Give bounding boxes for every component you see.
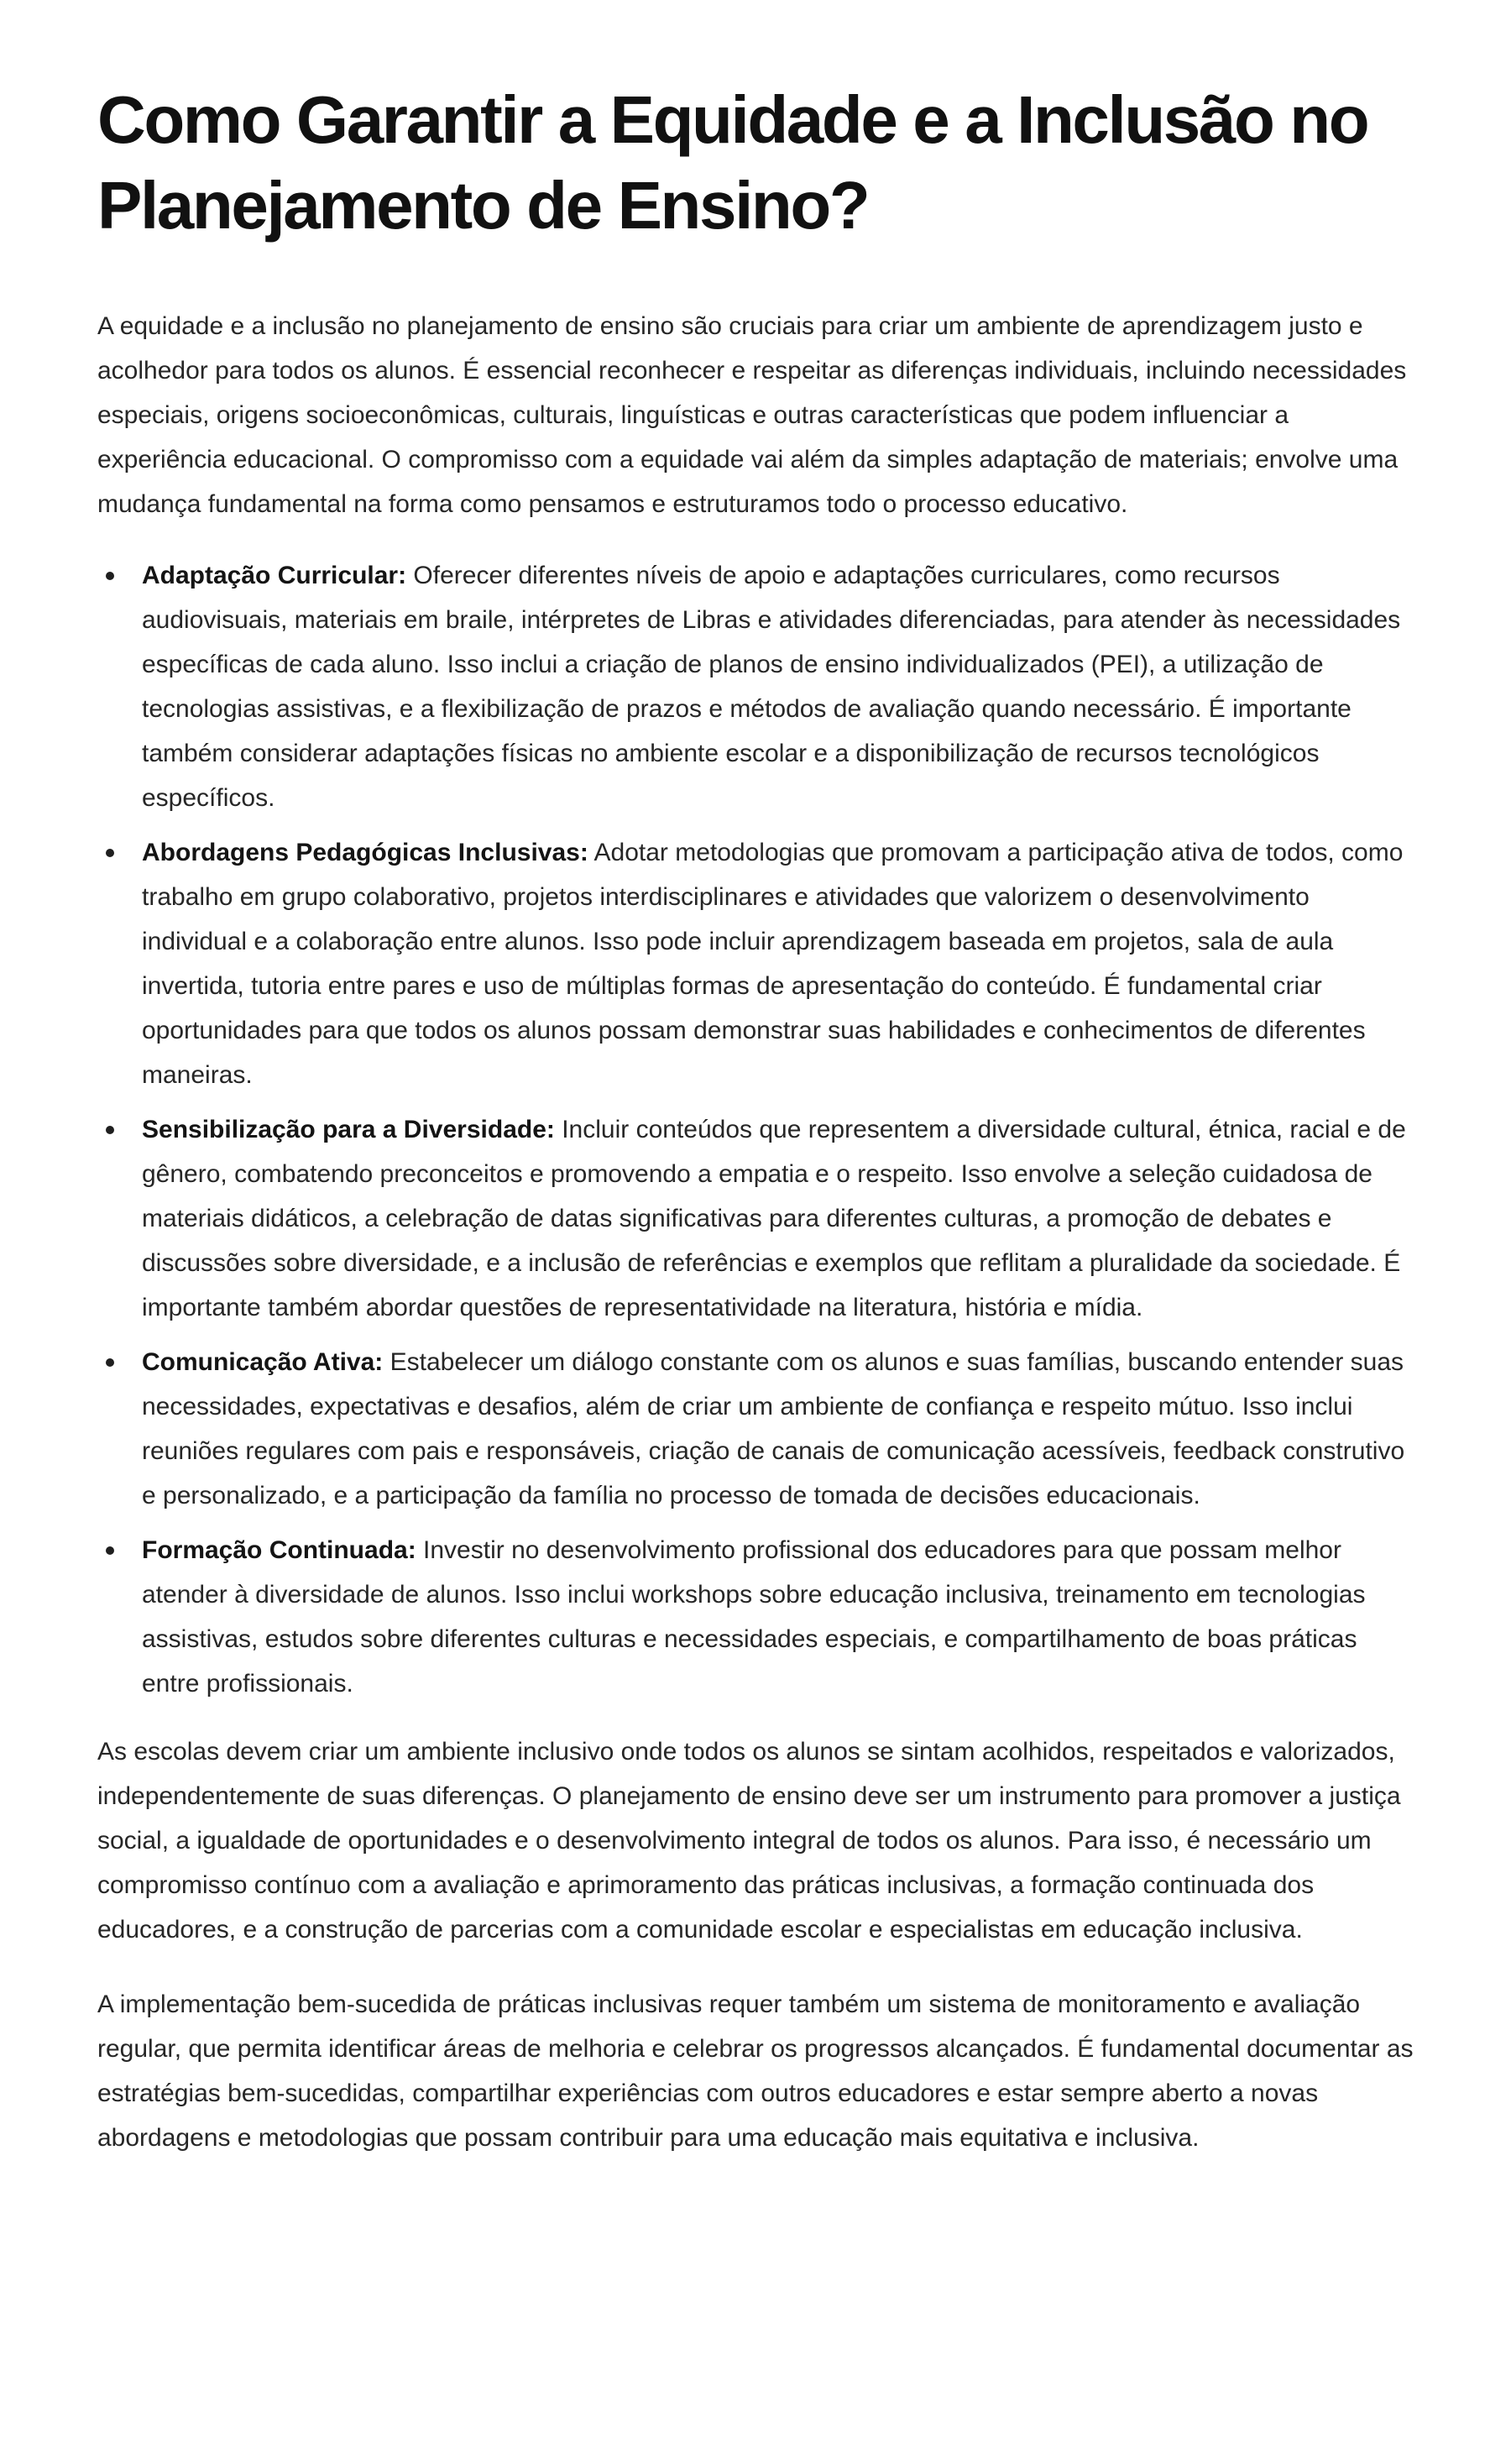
- list-item-text: Investir no desenvolvimento profissional dos educadores para que possam melhor atender à diversidade de alunos. Isso inclui workshops sobre educação inclusiva, treinamento em tecnologias assistivas, estudos sobre diferentes culturas e necessidades especiais, e compartilhamento de boas práticas entre profissionais.: [142, 1536, 1366, 1698]
- list-item-label: Formação Continuada:: [142, 1536, 416, 1564]
- bullet-icon: [106, 1358, 114, 1367]
- list-item-text: Adotar metodologias que promovam a participação ativa de todos, como trabalho em grupo colaborativo, projetos interdisciplinares e atividades que valorizem o desenvolvimento individual e a colaboração entre alunos. Isso pode incluir aprendizagem baseada em projetos, sala de aula invertida, tutoria entre pares e uso de múltiplas formas de apresentação do conteúdo. É fundamental criar oportunidades para que todos os alunos possam demonstrar suas habilidades e conhecimentos de diferentes maneiras.: [142, 839, 1404, 1089]
- list-item-text: Incluir conteúdos que representem a diversidade cultural, étnica, racial e de gênero, combatendo preconceitos e promovendo a empatia e o respeito. Isso envolve a seleção cuidadosa de materiais didáticos, a celebração de datas significativas para diferentes culturas, a promoção de debates e discussões sobre diversidade, e a inclusão de referências e exemplos que reflitam a pluralidade da sociedade. É importante também abordar questões de representatividade na literatura, história e mídia.: [142, 1116, 1406, 1321]
- list-item-label: Abordagens Pedagógicas Inclusivas:: [142, 839, 588, 866]
- list-item-abordagens-pedagogicas: [97, 830, 1414, 1097]
- body-paragraph-1: As escolas devem criar um ambiente inclusivo onde todos os alunos se sintam acolhidos, respeitados e valorizados, independentemente de suas diferenças. O planejamento de ensino deve ser um instrumento para promover a justiça social, a igualdade de oportunidades e o desenvolvimento integral de todos os alunos. Para isso, é necessário um compromisso contínuo com a avaliação e aprimoramento das práticas inclusivas, a formação continuada dos educadores, e a construção de parcerias com a comunidade escolar e especialistas em educação inclusiva.: [97, 1738, 1401, 1943]
- list-item-label: Sensibilização para a Diversidade:: [142, 1116, 555, 1143]
- bullet-icon: [106, 849, 114, 857]
- list-item-text: Estabelecer um diálogo constante com os alunos e suas famílias, buscando entender suas necessidades, expectativas e desafios, além de criar um ambiente de confiança e respeito mútuo. Isso inclui reuniões regulares com pais e responsáveis, criação de canais de comunicação acessíveis, feedback construtivo e personalizado, e a participação da família no processo de tomada de decisões educacionais.: [142, 1348, 1405, 1509]
- body-paragraph-2: A implementação bem-sucedida de práticas inclusivas requer também um sistema de monitoramento e avaliação regular, que permita identificar áreas de melhoria e celebrar os progressos alcançados. É fundamental documentar as estratégias bem-sucedidas, compartilhar experiências com outros educadores e estar sempre aberto a novas abordagens e metodologias que possam contribuir para uma educação mais equitativa e inclusiva.: [97, 1991, 1414, 2152]
- page-title: Como Garantir a Equidade e a Inclusão no Planejamento de Ensino?: [97, 82, 1368, 243]
- list-item-formacao-continuada: [97, 1528, 1414, 1706]
- list-item-sensibilizacao-diversidade: [97, 1107, 1414, 1330]
- strategy-list: [97, 553, 1414, 1706]
- intro-paragraph: A equidade e a inclusão no planejamento de ensino são cruciais para criar um ambiente de aprendizagem justo e acolhedor para todos os alunos. É essencial reconhecer e respeitar as diferenças individuais, incluindo necessidades especiais, origens socioeconômicas, culturais, linguísticas e outras características que podem influenciar a experiência educacional. O compromisso com a equidade vai além da simples adaptação de materiais; envolve uma mudança fundamental na forma como pensamos e estruturamos todo o processo educativo.: [97, 312, 1407, 518]
- list-item-comunicacao-ativa: [97, 1340, 1414, 1518]
- list-item-adaptacao-curricular: [97, 553, 1414, 820]
- bullet-icon: [106, 1126, 114, 1134]
- bullet-icon: [106, 1546, 114, 1555]
- list-item-label: Adaptação Curricular:: [142, 562, 407, 589]
- bullet-icon: [106, 572, 114, 580]
- list-item-label: Comunicação Ativa:: [142, 1348, 384, 1376]
- list-item-text: Oferecer diferentes níveis de apoio e adaptações curriculares, como recursos audiovisuais, materiais em braile, intérpretes de Libras e atividades diferenciadas, para atender às necessidades específicas de cada aluno. Isso inclui a criação de planos de ensino individualizados (PEI), a utilização de tecnologias assistivas, e a flexibilização de prazos e métodos de avaliação quando necessário. É importante também considerar adaptações físicas no ambiente escolar e a disponibilização de recursos tecnológicos específicos.: [142, 562, 1401, 812]
